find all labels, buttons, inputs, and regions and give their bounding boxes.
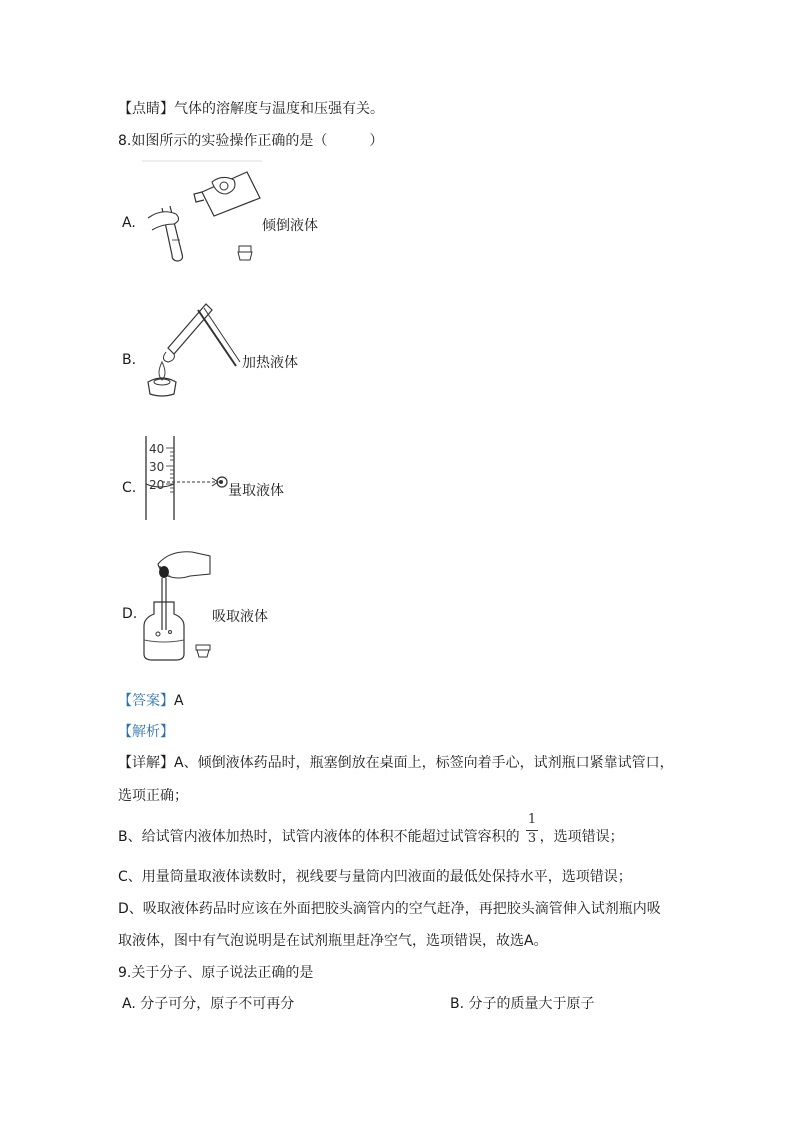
q9-option-b xyxy=(450,993,595,1013)
q9-option-a-text: 分子可分，原子不可再分 xyxy=(140,996,295,1012)
detail-tag: 【详解】 xyxy=(118,755,174,771)
detail-b-pre: B、给试管内液体加热时，试管内液体的体积不能超过试管容积的 xyxy=(118,829,520,845)
fraction-denominator: 3 xyxy=(527,831,537,846)
bottle-stopper-icon xyxy=(194,642,212,658)
answer-tag: 【答案】 xyxy=(118,693,174,709)
q8-option-d-letter: D. xyxy=(122,606,138,622)
detail-a-text: A、倾倒液体药品时，瓶塞倒放在桌面上，标签向着手心，试剂瓶口紧靠试管口， xyxy=(174,755,674,771)
answer-line xyxy=(118,690,184,710)
q9-option-a-letter: A. xyxy=(122,996,136,1012)
q8-option-a-letter: A. xyxy=(122,215,136,231)
q9-option-b-text: 分子的质量大于原子 xyxy=(468,996,595,1012)
detail-b-post: ，选项错误； xyxy=(539,829,624,845)
detail-b-line xyxy=(118,826,624,846)
detail-d-line-1: D、吸取液体药品时应该在外面把胶头滴管内的空气赶净，再把胶头滴管伸入试剂瓶内吸 xyxy=(118,901,661,917)
cylinder-tick-30: 30 xyxy=(149,460,165,474)
answer-value: A xyxy=(174,693,184,709)
dianjing-line xyxy=(118,98,384,118)
detail-c-line: C、用量筒量取液体读数时，视线要与量筒内凹液面的最低处保持水平，选项错误； xyxy=(118,869,632,885)
cylinder-tick-20: 20 xyxy=(149,478,165,492)
q8-option-a-label: 倾倒液体 xyxy=(262,218,318,234)
dianjing-text: 气体的溶解度与温度和压强有关。 xyxy=(174,101,384,117)
q8-option-b-letter: B. xyxy=(122,352,137,368)
q8-option-c-label: 量取液体 xyxy=(228,483,284,499)
heating-liquid-figure xyxy=(140,296,242,400)
detail-line-2: 选项正确； xyxy=(118,788,188,804)
q9-stem: 9.关于分子、原子说法正确的是 xyxy=(118,965,314,981)
q9-option-a xyxy=(122,993,294,1013)
q8-option-d-label: 吸取液体 xyxy=(212,609,268,625)
analysis-tag: 【解析】 xyxy=(118,724,174,740)
q8-stem: 8.如图所示的实验操作正确的是（ ） xyxy=(118,133,384,149)
detail-line-1 xyxy=(118,752,674,772)
fraction-numerator: 1 xyxy=(527,812,537,827)
q9-option-b-letter: B. xyxy=(450,996,465,1012)
q8-option-c-letter: C. xyxy=(122,480,137,496)
dianjing-tag: 【点睛】 xyxy=(118,101,174,117)
pouring-liquid-figure xyxy=(142,160,262,264)
q8-option-b-label: 加热液体 xyxy=(242,355,298,371)
detail-d-line-2: 取液体，图中有气泡说明是在试剂瓶里赶净空气，选项错误，故选A。 xyxy=(118,933,548,949)
cylinder-tick-40: 40 xyxy=(149,442,165,456)
